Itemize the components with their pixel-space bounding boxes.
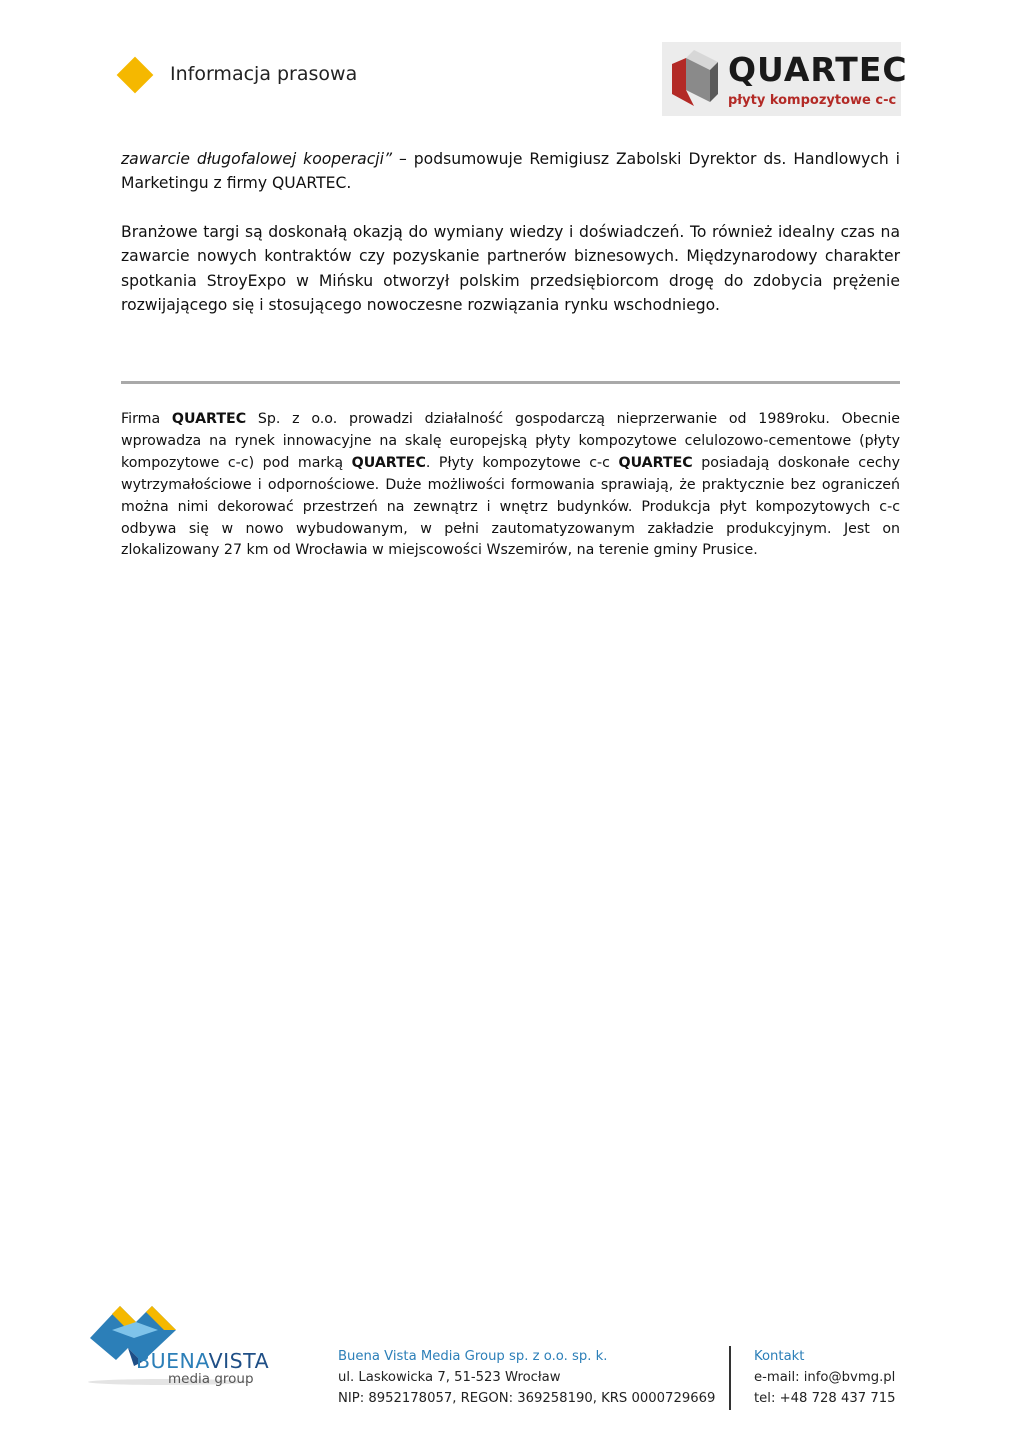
footer-email[interactable]: e-mail: info@bvmg.pl [754, 1370, 896, 1385]
footer-company-info [338, 1346, 715, 1409]
footer-contact-label: Kontakt [754, 1349, 805, 1364]
buenavista-logo-text [136, 1349, 269, 1373]
footer-address: ul. Laskowicka 7, 51-523 Wrocław [338, 1370, 561, 1385]
about-brand-2: QUARTEC [351, 454, 426, 471]
quote-text: zawarcie długofalowej kooperacji” [121, 150, 393, 168]
about-text-2: Sp. z o.o. prowadzi działalność gospodarczą nieprzerwanie od 1989roku. Obecnie wprowadza na rynek innowacyjne na skalę europejską płyty kompozytowe celulozowo-cementowe (płyty kompozytowe c-c) pod marką [121, 411, 900, 471]
footer-phone[interactable]: tel: +48 728 437 715 [754, 1391, 896, 1406]
about-brand-1: QUARTEC [171, 411, 247, 427]
paragraph-quote [121, 147, 900, 196]
footer-contact [754, 1346, 896, 1409]
section-divider [121, 381, 900, 384]
header-diamond-icon [117, 57, 154, 94]
logo-tagline: płyty kompozytowe c-c [728, 93, 897, 108]
paragraph-trade-fair: Branżowe targi są doskonałą okazją do wymiany wiedzy i doświadczeń. To również idealny czas na zawarcie nowych kontraktów czy pozyskanie partnerów biznesowych. Międzynarodowy charakter spotkania StroyExpo w Mińsku otworzył polskim przedsiębiorcom drogę do zdobycia prężenie rozwijającego się i stosującego nowoczesne rozwiązania rynku wschodniego. [121, 223, 900, 315]
about-text-1: Firma [121, 411, 172, 427]
quartec-logo [662, 42, 908, 116]
company-boilerplate [121, 409, 900, 562]
header-title: Informacja prasowa [170, 63, 358, 85]
logo-part-1: BUENA [136, 1349, 209, 1373]
about-brand-3: QUARTEC [618, 454, 693, 471]
buenavista-logo-sub: media group [168, 1371, 254, 1387]
about-text-4: posiadają doskonałe cechy wytrzymałościowe i odpornościowe. Duże możliwości formowania sprawiają, że praktycznie bez ograniczeń można nimi dekorować przestrzeń na zewnątrz i wnętrz budynków. Produkcja płyt kompozytowych c-c odbywa się w nowo wybudowanym, w pełni zautomatyzowanym zakładzie produkcyjnym. Jest on zlokalizowany 27 km od Wrocławia w miejscowości Wszemirów, na terenie gminy Prusice. [121, 454, 901, 559]
footer-ids: NIP: 8952178057, REGON: 369258190, KRS 0000729669 [338, 1391, 716, 1406]
about-text-3: . Płyty kompozytowe c-c [425, 454, 619, 471]
quote-attribution: – podsumowuje Remigiusz Zabolski Dyrektor ds. Handlowych i Marketingu z firmy QUARTEC. [121, 150, 900, 193]
footer-company-name: Buena Vista Media Group sp. z o.o. sp. k. [338, 1349, 608, 1364]
footer-separator [729, 1346, 731, 1410]
quartec-cube-icon [666, 48, 722, 110]
logo-name: QUARTEC [728, 50, 908, 89]
logo-part-2: VISTA [208, 1349, 270, 1373]
